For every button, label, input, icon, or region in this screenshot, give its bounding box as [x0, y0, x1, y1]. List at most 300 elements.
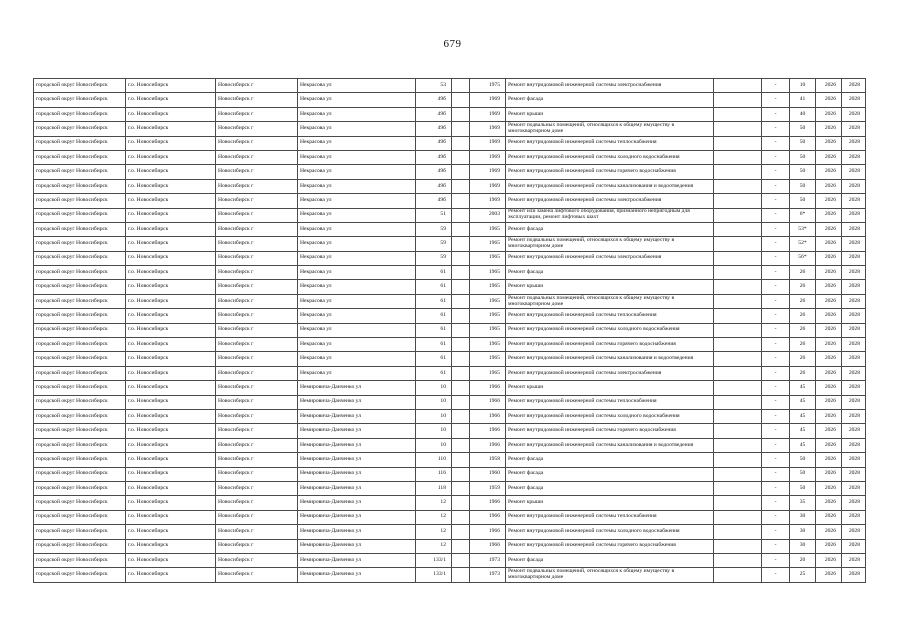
- cell-city-okrug: г.о. Новосибирск: [126, 438, 216, 452]
- cell-year-end: 2028: [842, 266, 866, 280]
- cell-wear-percent: 6*: [790, 208, 816, 222]
- cell-empty: [714, 237, 762, 251]
- cell-empty: [452, 424, 470, 438]
- cell-build-year: 1969: [470, 165, 506, 179]
- cell-build-year: 1958: [470, 453, 506, 467]
- cell-work-type: Ремонт внутридомовой инженерной системы горячего водоснабжения: [506, 165, 714, 179]
- cell-empty: [714, 395, 762, 409]
- cell-empty: [714, 424, 762, 438]
- cell-dash: -: [762, 93, 790, 107]
- cell-year-start: 2026: [816, 553, 842, 567]
- cell-wear-percent: 53*: [790, 222, 816, 236]
- cell-house-number: 118: [416, 481, 452, 495]
- cell-city-okrug: г.о. Новосибирск: [126, 266, 216, 280]
- cell-municipality: городской округ Новосибирск: [34, 366, 126, 380]
- cell-year-start: 2026: [816, 496, 842, 510]
- cell-year-end: 2028: [842, 366, 866, 380]
- cell-empty: [452, 381, 470, 395]
- cell-build-year: 1973: [470, 568, 506, 582]
- cell-city-okrug: г.о. Новосибирск: [126, 539, 216, 553]
- cell-municipality: городской округ Новосибирск: [34, 136, 126, 150]
- cell-city-okrug: г.о. Новосибирск: [126, 323, 216, 337]
- cell-street: Некрасова ул: [298, 352, 416, 366]
- cell-work-type: Ремонт внутридомовой инженерной системы электроснабжения: [506, 194, 714, 208]
- cell-work-type: Ремонт фасада: [506, 481, 714, 495]
- table-row: [34, 352, 866, 366]
- cell-city-okrug: г.о. Новосибирск: [126, 568, 216, 582]
- cell-empty: [452, 352, 470, 366]
- table-row: [34, 553, 866, 567]
- cell-dash: -: [762, 525, 790, 539]
- table-row: [34, 150, 866, 164]
- cell-work-type: Ремонт фасада: [506, 453, 714, 467]
- cell-build-year: 2003: [470, 208, 506, 222]
- cell-year-start: 2026: [816, 122, 842, 136]
- cell-work-type: Ремонт внутридомовой инженерной системы электроснабжения: [506, 79, 714, 93]
- cell-dash: -: [762, 79, 790, 93]
- cell-city-okrug: г.о. Новосибирск: [126, 510, 216, 524]
- cell-year-start: 2026: [816, 510, 842, 524]
- cell-locality: Новосибирск г: [216, 136, 298, 150]
- cell-empty: [452, 165, 470, 179]
- cell-wear-percent: 50: [790, 194, 816, 208]
- cell-build-year: 1966: [470, 395, 506, 409]
- cell-city-okrug: г.о. Новосибирск: [126, 165, 216, 179]
- cell-year-start: 2026: [816, 352, 842, 366]
- cell-year-end: 2028: [842, 496, 866, 510]
- cell-house-number: 10: [416, 381, 452, 395]
- table-row: [34, 424, 866, 438]
- cell-year-end: 2028: [842, 237, 866, 251]
- cell-build-year: 1966: [470, 496, 506, 510]
- cell-dash: -: [762, 553, 790, 567]
- cell-locality: Новосибирск г: [216, 496, 298, 510]
- cell-municipality: городской округ Новосибирск: [34, 266, 126, 280]
- cell-year-start: 2026: [816, 366, 842, 380]
- cell-locality: Новосибирск г: [216, 352, 298, 366]
- cell-house-number: 10: [416, 395, 452, 409]
- cell-empty: [452, 79, 470, 93]
- cell-locality: Новосибирск г: [216, 553, 298, 567]
- cell-street: Некрасова ул: [298, 323, 416, 337]
- cell-house-number: 12: [416, 539, 452, 553]
- cell-year-end: 2028: [842, 453, 866, 467]
- table-row: [34, 496, 866, 510]
- cell-work-type: Ремонт внутридомовой инженерной системы канализования и водоотведения: [506, 352, 714, 366]
- cell-year-end: 2028: [842, 424, 866, 438]
- table-row: [34, 93, 866, 107]
- cell-empty: [714, 338, 762, 352]
- cell-work-type: Ремонт внутридомовой инженерной системы теплоснабжения: [506, 510, 714, 524]
- cell-municipality: городской округ Новосибирск: [34, 424, 126, 438]
- cell-year-end: 2028: [842, 251, 866, 265]
- cell-wear-percent: 45: [790, 395, 816, 409]
- cell-locality: Новосибирск г: [216, 338, 298, 352]
- cell-work-type: Ремонт внутридомовой инженерной системы электроснабжения: [506, 366, 714, 380]
- cell-empty: [452, 395, 470, 409]
- cell-build-year: 1969: [470, 150, 506, 164]
- cell-work-type: Ремонт подвальных помещений, относящихся к общему имуществу в многоквартирном доме: [506, 122, 714, 136]
- table-row: [34, 539, 866, 553]
- cell-municipality: городской округ Новосибирск: [34, 194, 126, 208]
- table-row: [34, 366, 866, 380]
- cell-municipality: городской округ Новосибирск: [34, 208, 126, 222]
- cell-work-type: Ремонт внутридомовой инженерной системы холодного водоснабжения: [506, 525, 714, 539]
- cell-house-number: 61: [416, 338, 452, 352]
- cell-year-end: 2028: [842, 136, 866, 150]
- cell-wear-percent: 50: [790, 481, 816, 495]
- cell-dash: -: [762, 194, 790, 208]
- cell-wear-percent: 56*: [790, 251, 816, 265]
- cell-wear-percent: 50: [790, 136, 816, 150]
- cell-municipality: городской округ Новосибирск: [34, 481, 126, 495]
- cell-wear-percent: 26: [790, 309, 816, 323]
- cell-municipality: городской округ Новосибирск: [34, 453, 126, 467]
- cell-empty: [452, 323, 470, 337]
- cell-dash: -: [762, 309, 790, 323]
- table-row: [34, 294, 866, 308]
- cell-city-okrug: г.о. Новосибирск: [126, 208, 216, 222]
- cell-year-start: 2026: [816, 266, 842, 280]
- cell-city-okrug: г.о. Новосибирск: [126, 294, 216, 308]
- cell-locality: Новосибирск г: [216, 107, 298, 121]
- cell-empty: [452, 136, 470, 150]
- cell-empty: [452, 568, 470, 582]
- table-row: [34, 179, 866, 193]
- cell-empty: [714, 251, 762, 265]
- cell-wear-percent: 35: [790, 496, 816, 510]
- cell-city-okrug: г.о. Новосибирск: [126, 237, 216, 251]
- cell-year-end: 2028: [842, 381, 866, 395]
- cell-build-year: 1966: [470, 424, 506, 438]
- register-table: [33, 78, 866, 583]
- cell-year-end: 2028: [842, 323, 866, 337]
- cell-city-okrug: г.о. Новосибирск: [126, 467, 216, 481]
- cell-city-okrug: г.о. Новосибирск: [126, 107, 216, 121]
- cell-street: Некрасова ул: [298, 165, 416, 179]
- cell-year-end: 2028: [842, 194, 866, 208]
- cell-city-okrug: г.о. Новосибирск: [126, 481, 216, 495]
- cell-year-end: 2028: [842, 467, 866, 481]
- cell-municipality: городской округ Новосибирск: [34, 309, 126, 323]
- cell-locality: Новосибирск г: [216, 266, 298, 280]
- cell-empty: [714, 366, 762, 380]
- cell-year-start: 2026: [816, 395, 842, 409]
- cell-city-okrug: г.о. Новосибирск: [126, 381, 216, 395]
- cell-city-okrug: г.о. Новосибирск: [126, 251, 216, 265]
- cell-street: Немировича-Данченко ул: [298, 510, 416, 524]
- cell-dash: -: [762, 208, 790, 222]
- cell-house-number: 49б: [416, 150, 452, 164]
- cell-work-type: Ремонт внутридомовой инженерной системы горячего водоснабжения: [506, 424, 714, 438]
- cell-municipality: городской округ Новосибирск: [34, 409, 126, 423]
- cell-year-end: 2028: [842, 438, 866, 452]
- cell-build-year: 1965: [470, 323, 506, 337]
- cell-wear-percent: 41: [790, 93, 816, 107]
- cell-empty: [452, 251, 470, 265]
- cell-empty: [714, 107, 762, 121]
- cell-empty: [452, 107, 470, 121]
- cell-dash: -: [762, 280, 790, 294]
- cell-locality: Новосибирск г: [216, 194, 298, 208]
- cell-dash: -: [762, 395, 790, 409]
- table-row: [34, 568, 866, 582]
- table-row: [34, 222, 866, 236]
- table-row: [34, 136, 866, 150]
- cell-municipality: городской округ Новосибирск: [34, 568, 126, 582]
- cell-street: Некрасова ул: [298, 237, 416, 251]
- cell-empty: [452, 93, 470, 107]
- cell-wear-percent: 45: [790, 381, 816, 395]
- table-row: [34, 237, 866, 251]
- cell-street: Некрасова ул: [298, 136, 416, 150]
- cell-empty: [452, 237, 470, 251]
- cell-build-year: 1965: [470, 338, 506, 352]
- table-row: [34, 409, 866, 423]
- cell-city-okrug: г.о. Новосибирск: [126, 79, 216, 93]
- cell-build-year: 1965: [470, 222, 506, 236]
- cell-street: Немировича-Данченко ул: [298, 568, 416, 582]
- table-row: [34, 438, 866, 452]
- cell-street: Немировича-Данченко ул: [298, 496, 416, 510]
- cell-dash: -: [762, 237, 790, 251]
- cell-build-year: 1965: [470, 352, 506, 366]
- cell-work-type: Ремонт внутридомовой инженерной системы горячего водоснабжения: [506, 338, 714, 352]
- table-row: [34, 525, 866, 539]
- cell-wear-percent: 26: [790, 352, 816, 366]
- cell-wear-percent: 30: [790, 539, 816, 553]
- cell-municipality: городской округ Новосибирск: [34, 79, 126, 93]
- cell-wear-percent: 20: [790, 553, 816, 567]
- cell-dash: -: [762, 150, 790, 164]
- cell-city-okrug: г.о. Новосибирск: [126, 122, 216, 136]
- cell-locality: Новосибирск г: [216, 525, 298, 539]
- cell-dash: -: [762, 438, 790, 452]
- cell-build-year: 1966: [470, 381, 506, 395]
- cell-build-year: 1969: [470, 194, 506, 208]
- cell-work-type: Ремонт внутридомовой инженерной системы теплоснабжения: [506, 136, 714, 150]
- cell-work-type: Ремонт подвальных помещений, относящихся к общему имуществу в многоквартирном доме: [506, 568, 714, 582]
- cell-dash: -: [762, 481, 790, 495]
- cell-municipality: городской округ Новосибирск: [34, 280, 126, 294]
- cell-house-number: 10: [416, 438, 452, 452]
- cell-empty: [714, 323, 762, 337]
- cell-year-start: 2026: [816, 481, 842, 495]
- cell-street: Некрасова ул: [298, 93, 416, 107]
- table-row: [34, 165, 866, 179]
- cell-house-number: 49б: [416, 122, 452, 136]
- cell-year-end: 2028: [842, 338, 866, 352]
- cell-house-number: 61: [416, 366, 452, 380]
- cell-locality: Новосибирск г: [216, 150, 298, 164]
- cell-city-okrug: г.о. Новосибирск: [126, 525, 216, 539]
- cell-dash: -: [762, 381, 790, 395]
- cell-year-end: 2028: [842, 122, 866, 136]
- cell-street: Некрасова ул: [298, 150, 416, 164]
- cell-municipality: городской округ Новосибирск: [34, 553, 126, 567]
- cell-dash: -: [762, 496, 790, 510]
- cell-street: Некрасова ул: [298, 280, 416, 294]
- cell-locality: Новосибирск г: [216, 409, 298, 423]
- cell-build-year: 1965: [470, 237, 506, 251]
- cell-street: Некрасова ул: [298, 366, 416, 380]
- cell-dash: -: [762, 251, 790, 265]
- cell-city-okrug: г.о. Новосибирск: [126, 338, 216, 352]
- cell-wear-percent: 40: [790, 107, 816, 121]
- cell-work-type: Ремонт внутридомовой инженерной системы теплоснабжения: [506, 309, 714, 323]
- table-row: [34, 338, 866, 352]
- cell-house-number: 59: [416, 237, 452, 251]
- cell-build-year: 1966: [470, 510, 506, 524]
- cell-year-end: 2028: [842, 510, 866, 524]
- cell-municipality: городской округ Новосибирск: [34, 122, 126, 136]
- cell-street: Некрасова ул: [298, 179, 416, 193]
- cell-dash: -: [762, 568, 790, 582]
- cell-empty: [452, 150, 470, 164]
- cell-year-start: 2026: [816, 93, 842, 107]
- cell-empty: [452, 222, 470, 236]
- cell-empty: [452, 309, 470, 323]
- cell-year-start: 2026: [816, 280, 842, 294]
- cell-city-okrug: г.о. Новосибирск: [126, 409, 216, 423]
- cell-build-year: 1965: [470, 280, 506, 294]
- cell-locality: Новосибирск г: [216, 568, 298, 582]
- cell-dash: -: [762, 107, 790, 121]
- cell-dash: -: [762, 409, 790, 423]
- cell-build-year: 1969: [470, 107, 506, 121]
- cell-house-number: 116: [416, 467, 452, 481]
- table-row: [34, 467, 866, 481]
- cell-year-start: 2026: [816, 222, 842, 236]
- cell-city-okrug: г.о. Новосибирск: [126, 280, 216, 294]
- cell-empty: [452, 481, 470, 495]
- cell-build-year: 1966: [470, 525, 506, 539]
- cell-work-type: Ремонт внутридомовой инженерной системы канализования и водоотведения: [506, 179, 714, 193]
- cell-empty: [452, 294, 470, 308]
- cell-municipality: городской округ Новосибирск: [34, 496, 126, 510]
- cell-empty: [452, 510, 470, 524]
- cell-locality: Новосибирск г: [216, 280, 298, 294]
- cell-house-number: 59: [416, 251, 452, 265]
- cell-municipality: городской округ Новосибирск: [34, 467, 126, 481]
- cell-wear-percent: 50: [790, 179, 816, 193]
- cell-street: Немировича-Данченко ул: [298, 467, 416, 481]
- cell-dash: -: [762, 222, 790, 236]
- cell-house-number: 49б: [416, 194, 452, 208]
- cell-year-start: 2026: [816, 237, 842, 251]
- cell-municipality: городской округ Новосибирск: [34, 352, 126, 366]
- cell-empty: [452, 338, 470, 352]
- table-row: [34, 107, 866, 121]
- cell-locality: Новосибирск г: [216, 467, 298, 481]
- cell-wear-percent: 26: [790, 280, 816, 294]
- cell-street: Некрасова ул: [298, 294, 416, 308]
- cell-city-okrug: г.о. Новосибирск: [126, 453, 216, 467]
- cell-street: Немировича-Данченко ул: [298, 409, 416, 423]
- table-row: [34, 309, 866, 323]
- cell-city-okrug: г.о. Новосибирск: [126, 194, 216, 208]
- table-row: [34, 79, 866, 93]
- table-row: [34, 266, 866, 280]
- cell-locality: Новосибирск г: [216, 208, 298, 222]
- cell-year-end: 2028: [842, 107, 866, 121]
- cell-street: Некрасова ул: [298, 222, 416, 236]
- cell-city-okrug: г.о. Новосибирск: [126, 395, 216, 409]
- cell-city-okrug: г.о. Новосибирск: [126, 93, 216, 107]
- cell-dash: -: [762, 294, 790, 308]
- cell-year-start: 2026: [816, 381, 842, 395]
- cell-wear-percent: 45: [790, 409, 816, 423]
- cell-build-year: 1965: [470, 309, 506, 323]
- cell-work-type: Ремонт внутридомовой инженерной системы холодного водоснабжения: [506, 409, 714, 423]
- cell-empty: [714, 122, 762, 136]
- cell-municipality: городской округ Новосибирск: [34, 525, 126, 539]
- cell-street: Некрасова ул: [298, 251, 416, 265]
- cell-empty: [714, 510, 762, 524]
- cell-dash: -: [762, 352, 790, 366]
- cell-empty: [452, 467, 470, 481]
- cell-empty: [452, 496, 470, 510]
- cell-empty: [452, 553, 470, 567]
- cell-house-number: 10: [416, 409, 452, 423]
- cell-empty: [714, 381, 762, 395]
- cell-year-end: 2028: [842, 481, 866, 495]
- cell-empty: [714, 294, 762, 308]
- cell-build-year: 1969: [470, 93, 506, 107]
- cell-build-year: 1966: [470, 438, 506, 452]
- cell-house-number: 10: [416, 424, 452, 438]
- cell-dash: -: [762, 136, 790, 150]
- cell-dash: -: [762, 323, 790, 337]
- cell-year-start: 2026: [816, 438, 842, 452]
- cell-empty: [714, 352, 762, 366]
- cell-work-type: Ремонт фасада: [506, 222, 714, 236]
- cell-municipality: городской округ Новосибирск: [34, 150, 126, 164]
- cell-street: Немировича-Данченко ул: [298, 424, 416, 438]
- cell-house-number: 133/1: [416, 568, 452, 582]
- cell-year-start: 2026: [816, 323, 842, 337]
- cell-work-type: Ремонт или замена лифтового оборудования, признанного непригодным для эксплуатации, ремонт лифтовых шахт: [506, 208, 714, 222]
- cell-street: Немировича-Данченко ул: [298, 381, 416, 395]
- cell-year-start: 2026: [816, 568, 842, 582]
- cell-locality: Новосибирск г: [216, 510, 298, 524]
- cell-year-start: 2026: [816, 179, 842, 193]
- cell-work-type: Ремонт фасада: [506, 553, 714, 567]
- cell-build-year: 1966: [470, 539, 506, 553]
- cell-municipality: городской округ Новосибирск: [34, 251, 126, 265]
- cell-house-number: 49б: [416, 136, 452, 150]
- cell-municipality: городской округ Новосибирск: [34, 179, 126, 193]
- cell-dash: -: [762, 510, 790, 524]
- cell-city-okrug: г.о. Новосибирск: [126, 309, 216, 323]
- cell-empty: [714, 481, 762, 495]
- cell-year-end: 2028: [842, 539, 866, 553]
- cell-municipality: городской округ Новосибирск: [34, 539, 126, 553]
- cell-house-number: 12: [416, 510, 452, 524]
- cell-wear-percent: 45: [790, 424, 816, 438]
- cell-city-okrug: г.о. Новосибирск: [126, 366, 216, 380]
- cell-city-okrug: г.о. Новосибирск: [126, 352, 216, 366]
- cell-year-start: 2026: [816, 208, 842, 222]
- cell-year-start: 2026: [816, 409, 842, 423]
- cell-house-number: 53: [416, 79, 452, 93]
- cell-house-number: 49б: [416, 107, 452, 121]
- cell-street: Некрасова ул: [298, 338, 416, 352]
- cell-locality: Новосибирск г: [216, 122, 298, 136]
- cell-house-number: 12: [416, 525, 452, 539]
- cell-build-year: 1975: [470, 79, 506, 93]
- cell-empty: [452, 453, 470, 467]
